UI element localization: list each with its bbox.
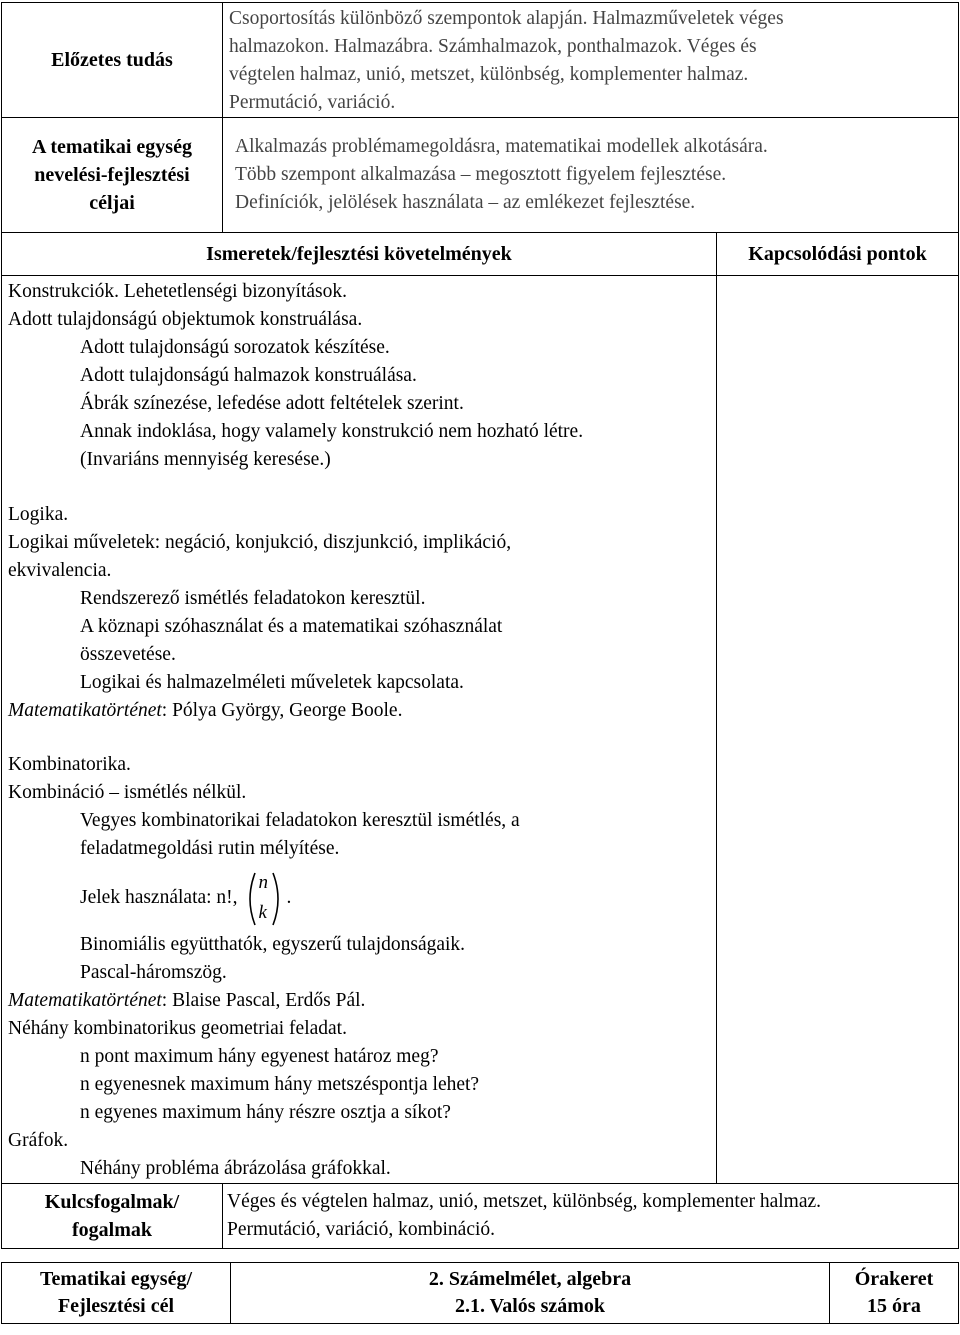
footer-line: 2. Számelmélet, algebra [428,1268,632,1290]
footer-line: Fejlesztési cél [57,1295,175,1317]
logic-history-line [8,697,716,725]
left-paren-icon [244,871,258,927]
prior-knowledge-line: Permutáció, variáció. [229,92,396,113]
prior-knowledge-line: Csoportosítás különböző szempontok alapján. Halmazműveletek véges [229,8,784,29]
prior-knowledge-line: végtelen halmaz, unió, metszet, különbség, komplementer halmaz. [229,64,749,85]
section-line: Adott tulajdonságú sorozatok készítése. [80,337,390,358]
section-line: Néhány kombinatorikus geometriai feladat. [8,1018,347,1039]
content-row [2,276,959,1184]
section-line: Adott tulajdonságú objektumok konstruálása. [8,309,363,330]
section-line: Kombináció – ismétlés nélkül. [8,782,247,803]
history-text: : Pólya György, George Boole. [161,700,403,721]
logic-section [8,501,716,725]
connections-header-cell [717,233,959,276]
hours-cell [830,1263,959,1324]
footer-table [1,1262,959,1324]
section-line: (Invariáns mennyiség keresése.) [80,449,331,470]
section-line: feladatmegoldási rutin mélyítése. [80,838,340,859]
right-paren-icon [270,871,284,927]
goals-cell [223,118,959,233]
section-line: Logikai műveletek: negáció, konjukció, diszjunkció, implikáció, [8,532,512,553]
goals-line: Alkalmazás problémamegoldásra, matematikai modellek alkotására. [235,136,768,157]
binom-bottom: k [258,901,267,923]
binom-top: n [258,871,268,893]
goals-text [223,133,958,217]
section-line: Annak indoklása, hogy valamely konstrukció nem hozható létre. [80,421,584,442]
goals-label-cell [2,118,223,233]
prior-knowledge-label-cell [2,3,223,118]
spacer [8,474,716,501]
curriculum-table [1,2,959,1249]
section-line: Logikai és halmazelméleti műveletek kapcsolata. [80,672,464,693]
key-concepts-text [223,1188,958,1244]
history-label: Matematikatörténet [8,990,162,1011]
footer-line: Órakeret [854,1268,934,1290]
goals-label [2,133,222,217]
section-line: Kombinatorika. [8,754,131,775]
section-line: összevetése. [80,644,176,665]
requirements-cell [2,276,717,1184]
requirements-header-cell [2,233,717,276]
section-line: ekvivalencia. [8,560,112,581]
history-label: Matematikatörténet [8,700,162,721]
footer-line: Tematikai egység/ [39,1268,193,1290]
comb-history-line [8,987,716,1015]
binomial-symbol [244,871,284,927]
key-concepts-label-line: fogalmak [72,1219,152,1241]
section-line: Logika. [8,504,69,525]
history-text: : Blaise Pascal, Erdős Pál. [161,990,366,1011]
connections-cell [717,276,959,1184]
section-line: Vegyes kombinatorikai feladatokon keresztül ismétlés, a [80,810,520,831]
section-line: n pont maximum hány egyenest határoz meg? [80,1046,439,1067]
spacer [8,725,716,751]
section-line: Rendszerező ismétlés feladatokon keresztül. [80,588,426,609]
section-line: Binomiális együtthatók, egyszerű tulajdonságaik. [80,934,466,955]
unit-title-cell [231,1263,830,1324]
requirements-content [2,276,716,1183]
prior-knowledge-row [2,3,959,118]
goals-label-line: A tematikai egység [32,136,192,158]
symbols-end: . [286,887,292,908]
combinatorics-section [8,751,716,1183]
goals-line: Definíciók, jelölések használata – az emlékezet fejlesztése. [235,192,696,213]
goals-row [2,118,959,233]
footer-row [2,1263,959,1324]
section-line: n egyenesnek maximum hány metszéspontja lehet? [80,1074,480,1095]
prior-knowledge-text [223,3,958,117]
section-line: Pascal-háromszög. [80,962,227,983]
key-concepts-row [2,1184,959,1249]
column-header-row [2,233,959,276]
key-concepts-label-cell [2,1184,223,1249]
constructions-section [8,278,716,474]
connections-header: Kapcsolódási pontok [748,243,927,265]
prior-knowledge-label: Előzetes tudás [51,49,173,71]
goals-label-line: nevelési-fejlesztési [34,164,190,186]
footer-line: 15 óra [867,1295,921,1317]
section-line: Gráfok. [8,1130,69,1151]
goals-line: Több szempont alkalmazása – megosztott figyelem fejlesztése. [235,164,727,185]
key-concepts-label-line: Kulcsfogalmak/ [44,1191,180,1213]
unit-label-cell [2,1263,231,1324]
section-line: A köznapi szóhasználat és a matematikai szóhasználat [80,616,503,637]
section-line: n egyenes maximum hány részre osztja a síkot? [80,1102,451,1123]
section-line: Ábrák színezése, lefedése adott feltételek szerint. [80,393,464,414]
prior-knowledge-cell [223,3,959,118]
requirements-header: Ismeretek/fejlesztési követelmények [206,243,512,265]
key-concepts-line: Véges és végtelen halmaz, unió, metszet, különbség, komplementer halmaz. [227,1191,822,1212]
section-line: Adott tulajdonságú halmazok konstruálása. [80,365,417,386]
section-line: Néhány probléma ábrázolása gráfokkal. [80,1158,391,1179]
goals-label-line: céljai [89,192,135,214]
section-line: Konstrukciók. Lehetetlenségi bizonyítások. [8,281,348,302]
footer-line: 2.1. Valós számok [454,1295,606,1317]
key-concepts-line: Permutáció, variáció, kombináció. [227,1219,496,1240]
prior-knowledge-line: halmazokon. Halmazábra. Számhalmazok, ponthalmazok. Véges és [229,36,757,57]
key-concepts-cell [223,1184,959,1249]
symbols-text: Jelek használata: n!, [80,887,238,908]
key-concepts-label [2,1188,222,1244]
symbols-line [8,865,716,931]
